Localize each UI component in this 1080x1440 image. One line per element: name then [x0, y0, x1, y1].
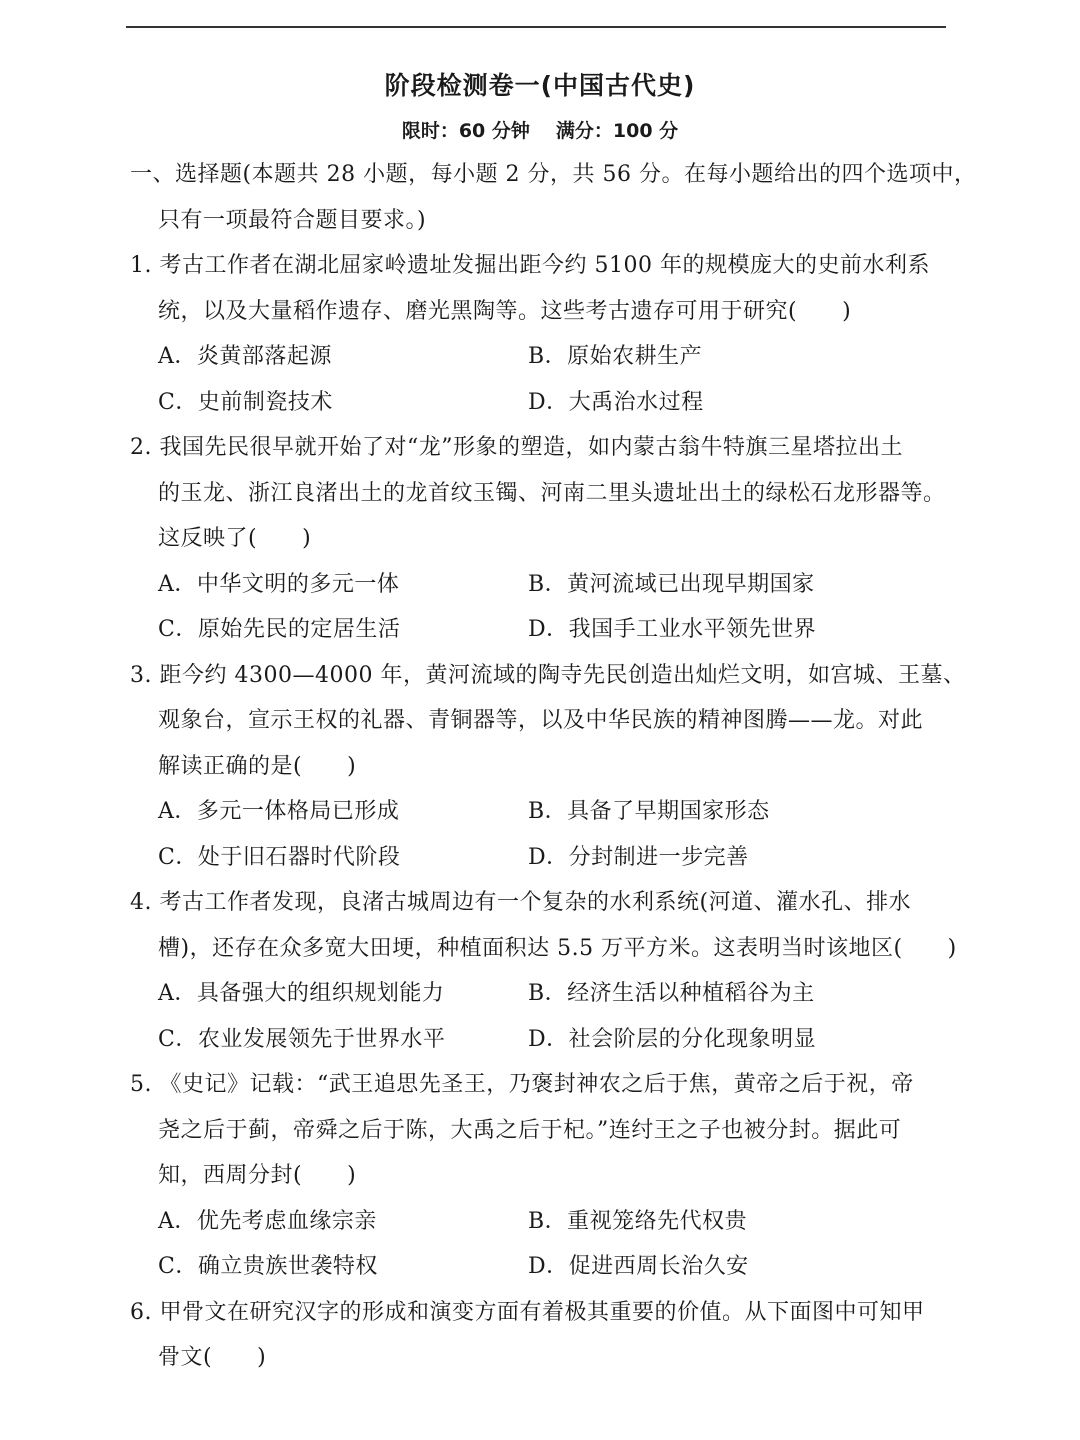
- option-a: A．具备强大的组织规划能力: [158, 981, 445, 1006]
- question-stem: 2. 我国先民很早就开始了对“龙”形象的塑造，如内蒙古翁牛特旗三星塔拉出土: [130, 435, 903, 460]
- question-stem: 尧之后于蓟，帝舜之后于陈，大禹之后于杞。”连纣王之子也被分封。据此可: [158, 1117, 902, 1143]
- option-a: A．中华文明的多元一体: [158, 571, 400, 597]
- option-row: [130, 789, 950, 835]
- option-d: D．社会阶层的分化现象明显: [528, 1026, 817, 1052]
- exam-info: [0, 116, 1080, 143]
- option-b: B．重视笼络先代权贵: [528, 1208, 748, 1234]
- question-stem: 6. 甲骨文在研究汉字的形成和演变方面有着极其重要的价值。从下面图中可知甲: [130, 1299, 925, 1325]
- question-2: [130, 425, 950, 653]
- question-stem: 3. 距今约 4300—4000 年，黄河流域的陶寺先民创造出灿烂文明，如宫城、王墓、: [130, 662, 966, 688]
- option-c: C．史前制瓷技术: [158, 389, 333, 415]
- option-a: A．多元一体格局已形成: [158, 799, 400, 824]
- question-stem: 槽)，还存在众多宽大田埂，种植面积达 5.5 万平方米。这表明当时该地区( ): [158, 935, 957, 961]
- time-limit: 限时：60 分钟: [401, 120, 530, 142]
- exam-content: [130, 152, 977, 1381]
- question-4: [130, 880, 957, 1062]
- option-b: B．黄河流域已出现早期国家: [528, 571, 815, 597]
- top-rule: [126, 26, 946, 28]
- option-d: D．我国手工业水平领先世界: [528, 617, 817, 642]
- option-row: [130, 1017, 950, 1063]
- option-c: C．原始先民的定居生活: [158, 617, 401, 642]
- option-a: A．炎黄部落起源: [158, 344, 332, 369]
- question-stem: 知，西周分封( ): [158, 1163, 357, 1188]
- option-row: [130, 1244, 950, 1290]
- option-b: B．具备了早期国家形态: [528, 799, 770, 824]
- question-stem: 解读正确的是( ): [158, 753, 357, 779]
- option-d: D．大禹治水过程: [528, 389, 704, 415]
- question-stem: 这反映了( ): [158, 526, 312, 551]
- page-title: 阶段检测卷一(中国古代史): [384, 71, 696, 100]
- option-row: [130, 607, 950, 653]
- option-row: [130, 835, 950, 881]
- question-5: [130, 1062, 950, 1290]
- option-row: [130, 971, 950, 1017]
- option-row: [130, 562, 950, 608]
- option-c: C．确立贵族世袭特权: [158, 1254, 378, 1279]
- option-b: B．原始农耕生产: [528, 344, 703, 369]
- question-stem: 4. 考古工作者发现，良渚古城周边有一个复杂的水利系统(河道、灌水孔、排水: [130, 890, 912, 915]
- question-stem: 5. 《史记》记载：“武王追思先圣王，乃褒封神农之后于焦，黄帝之后于祝，帝: [130, 1072, 914, 1097]
- question-stem: 统，以及大量稻作遗存、磨光黑陶等。这些考古遗存可用于研究( ): [158, 298, 852, 324]
- option-c: C．农业发展领先于世界水平: [158, 1026, 446, 1052]
- full-score: 满分：100 分: [555, 120, 679, 142]
- option-b: B．经济生活以种植稻谷为主: [528, 981, 815, 1006]
- option-row: [130, 380, 950, 426]
- section-heading-cont: 只有一项最符合题目要求。): [158, 207, 427, 233]
- option-row: [130, 334, 950, 380]
- option-d: D．促进西周长治久安: [528, 1254, 749, 1279]
- question-1: [130, 243, 950, 425]
- question-3: [130, 653, 966, 881]
- option-c: C．处于旧石器时代阶段: [158, 844, 401, 870]
- question-stem: 的玉龙、浙江良渚出土的龙首纹玉镯、河南二里头遗址出土的绿松石龙形器等。: [158, 480, 946, 506]
- question-stem: 骨文( ): [158, 1345, 267, 1370]
- option-row: [130, 1199, 950, 1245]
- question-stem: 观象台，宣示王权的礼器、青铜器等，以及中华民族的精神图腾——龙。对此: [158, 708, 924, 733]
- option-a: A．优先考虑血缘宗亲: [158, 1208, 377, 1234]
- option-d: D．分封制进一步完善: [528, 844, 749, 870]
- section-heading: 一、选择题(本题共 28 小题，每小题 2 分，共 56 分。在每小题给出的四个选项中，: [130, 162, 977, 187]
- question-6: [130, 1290, 950, 1381]
- question-stem: 1. 考古工作者在湖北屈家岭遗址发掘出距今约 5100 年的规模庞大的史前水利系: [130, 253, 930, 278]
